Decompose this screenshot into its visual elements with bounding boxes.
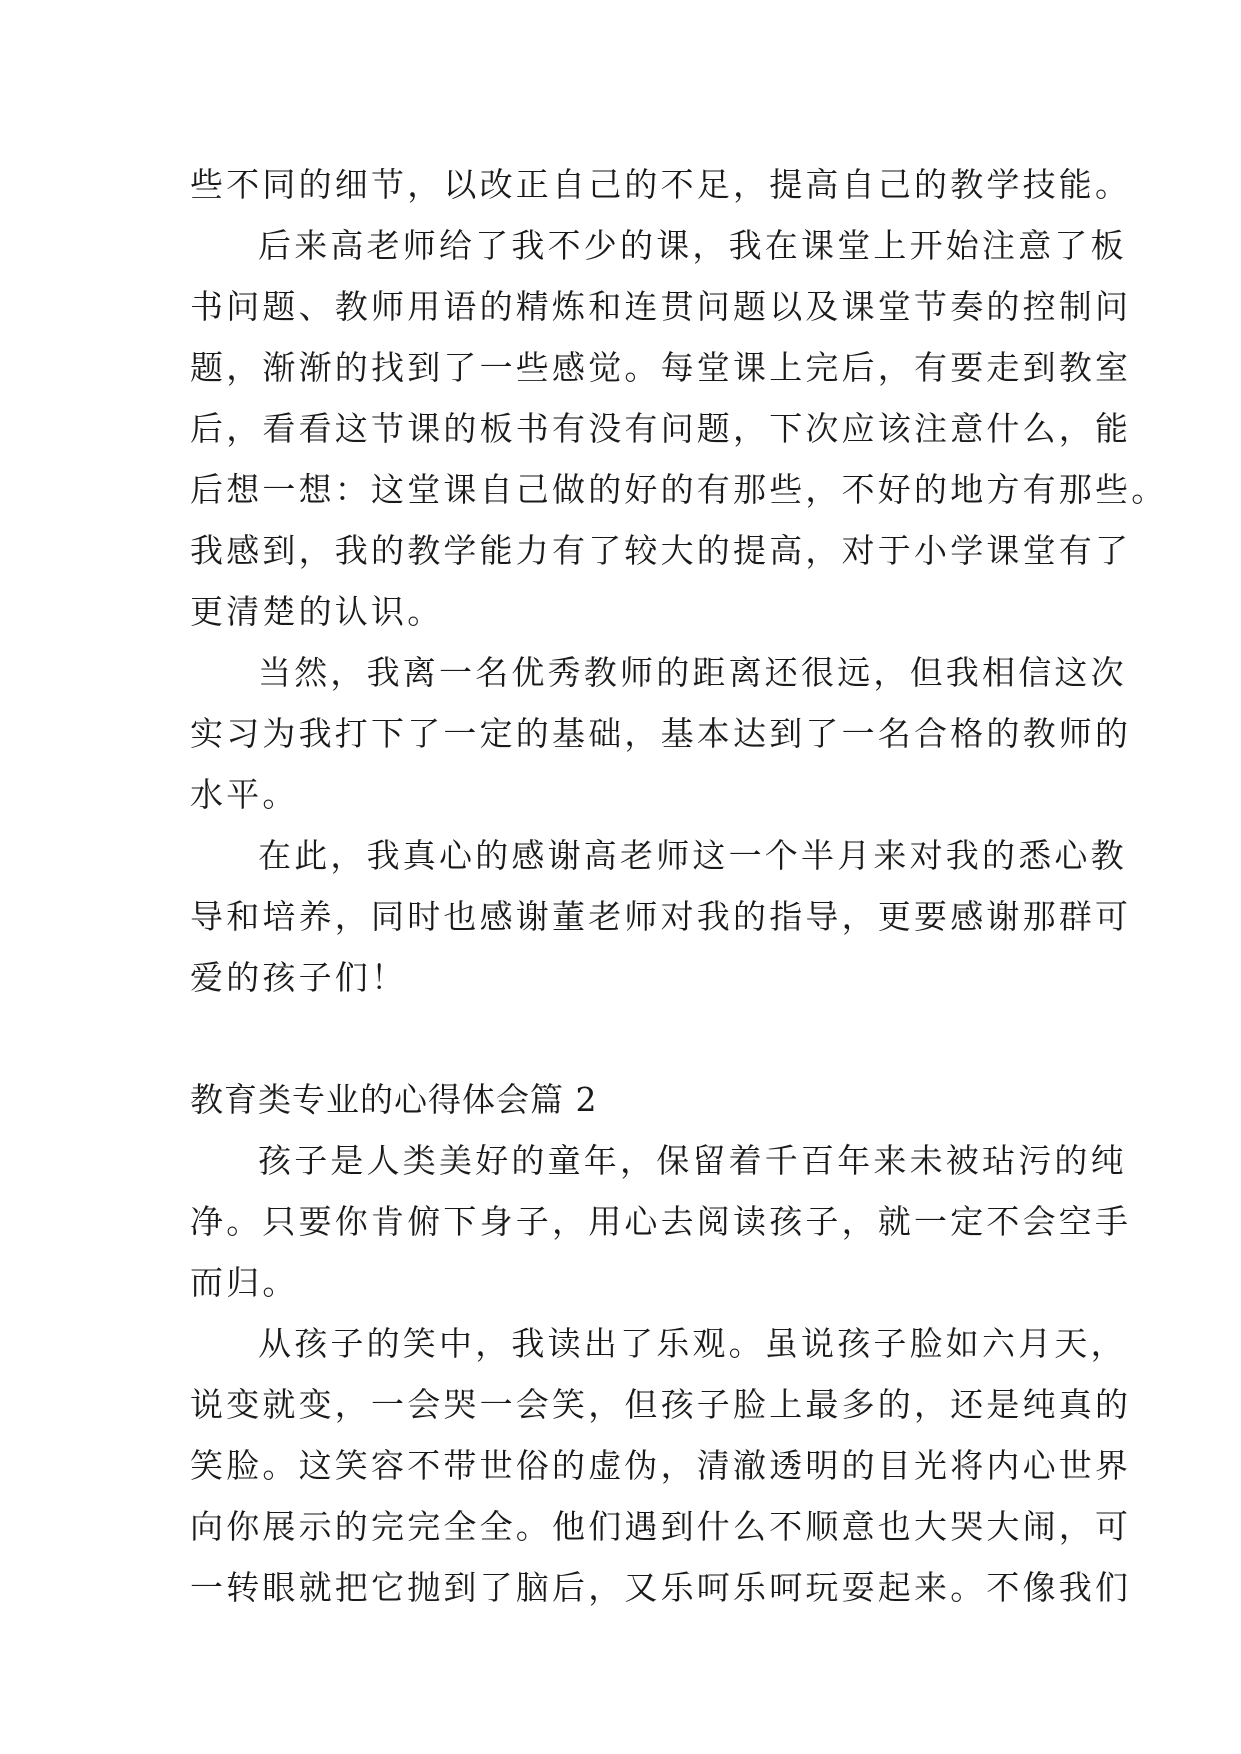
paragraph-line: 实习为我打下了一定的基础，基本达到了一名合格的教师的 [190,714,1132,753]
paragraph-line: 题，渐渐的找到了一些感觉。每堂课上完后，有要走到教室 [190,348,1132,387]
paragraph-line: 更清楚的认识。 [190,592,444,631]
section-heading: 教育类专业的心得体会篇 2 [190,1080,598,1119]
paragraph-line: 后来高老师给了我不少的课，我在课堂上开始注意了板 [258,226,1127,265]
paragraph-line: 我感到，我的教学能力有了较大的提高，对于小学课堂有了 [190,531,1132,570]
paragraph-line: 净。只要你肯俯下身子，用心去阅读孩子，就一定不会空手 [190,1202,1132,1241]
paragraph-line: 向你展示的完完全全。他们遇到什么不顺意也大哭大闹，可 [190,1507,1132,1546]
paragraph-line: 一转眼就把它抛到了脑后，又乐呵乐呵玩耍起来。不像我们 [190,1568,1132,1607]
blank-line [190,1008,1050,1069]
document-body [190,154,1168,1618]
paragraph-line: 从孩子的笑中，我读出了乐观。虽说孩子脸如六月天， [258,1324,1127,1363]
paragraph-line: 爱的孩子们！ [190,958,408,997]
paragraph-line: 说变就变，一会哭一会笑，但孩子脸上最多的，还是纯真的 [190,1385,1132,1424]
paragraph-line: 孩子是人类美好的童年，保留着千百年来未被玷污的纯 [258,1141,1127,1180]
paragraph-line: 而归。 [190,1263,299,1302]
paragraph-line: 后想一想：这堂课自己做的好的有那些，不好的地方有那些。 [190,470,1168,509]
paragraph-line: 笑脸。这笑容不带世俗的虚伪，清澈透明的目光将内心世界 [190,1446,1132,1485]
paragraph-line: 当然，我离一名优秀教师的距离还很远，但我相信这次 [258,653,1127,692]
paragraph-line: 书问题、教师用语的精炼和连贯问题以及课堂节奏的控制问 [190,287,1132,326]
paragraph-line: 些不同的细节，以改正自己的不足，提高自己的教学技能。 [190,165,1132,204]
paragraph-line: 后，看看这节课的板书有没有问题，下次应该注意什么，能 [190,409,1132,448]
paragraph-line: 导和培养，同时也感谢董老师对我的指导，更要感谢那群可 [190,897,1132,936]
paragraph-line: 水平。 [190,775,299,814]
paragraph-line: 在此，我真心的感谢高老师这一个半月来对我的悉心教 [258,836,1127,875]
